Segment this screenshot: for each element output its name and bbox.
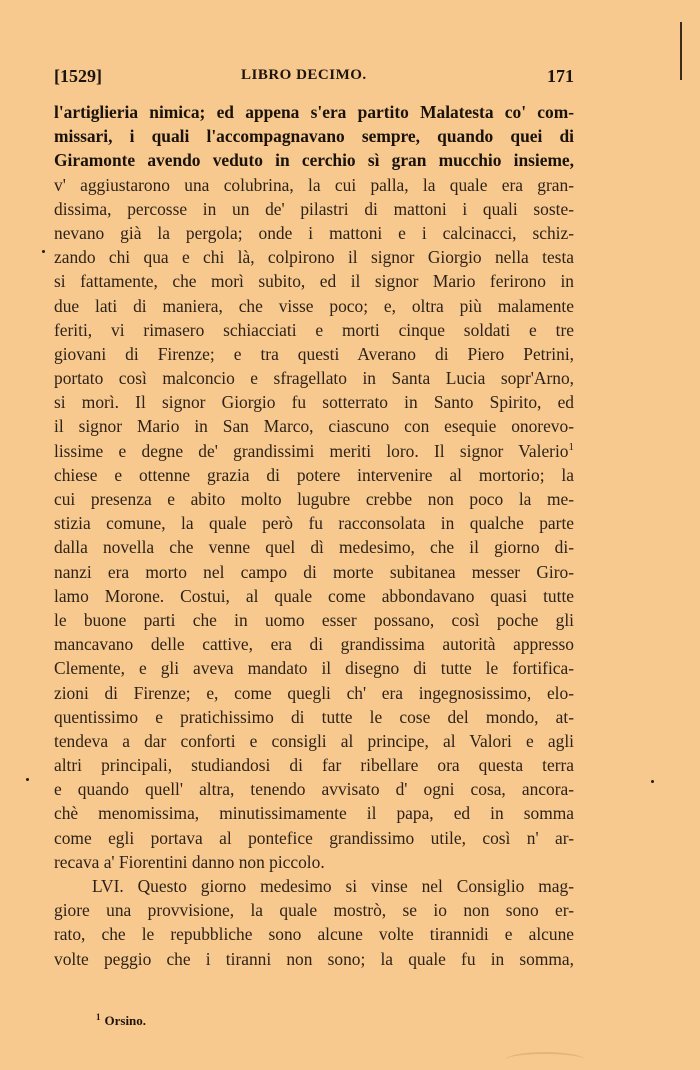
print-speck — [42, 250, 45, 253]
text-line: si fattamente, che morì subito, ed il signor Mario ferirono in — [54, 271, 574, 292]
text-line: mancavano delle cattive, era di grandissima autorità appresso — [54, 634, 574, 655]
text-line: nevano già la pergola; onde i mattoni e i calcinacci, schiz- — [54, 222, 574, 243]
text-line: Giramonte avendo veduto in cerchio sì gran mucchio insieme, — [54, 150, 574, 171]
page-number: 171 — [547, 66, 574, 86]
text-line: rato, che le repubbliche sono alcune volte tirannidi e alcune — [54, 924, 574, 945]
text-line: il signor Mario in San Marco, ciascuno con esequie onorevo- — [54, 416, 574, 437]
body-text — [54, 100, 574, 971]
text-line: quentissimo e pratichissimo di tutte le cose del mondo, at- — [54, 706, 574, 727]
print-speck — [26, 778, 29, 781]
section-start-line: LVI. Questo giorno medesimo si vinse nel Consiglio mag- — [92, 876, 574, 896]
text-line: zando chi qua e chi là, colpirono il signor Giorgio nella testa — [54, 247, 574, 268]
text-line: e quando quell' altra, tenendo avvisato d' ogni cosa, ancora- — [54, 779, 574, 800]
text-line: giore una provvisione, la quale mostrò, se io non sono er- — [54, 900, 574, 921]
text-line: le buone parti che in uomo esser possano, così poche gli — [54, 609, 574, 630]
text-line: tendeva a dar conforti e consigli al principe, al Valori e agli — [54, 730, 574, 751]
footnote-text: Orsino. — [104, 1013, 147, 1028]
text-line-with-footnote — [54, 439, 574, 463]
page-edge-rule — [680, 22, 682, 80]
text-line: dissima, percosse in un de' pilastri di mattoni i quali soste- — [54, 198, 574, 219]
text-line: nanzi era morto nel campo di morte subitanea messer Giro- — [54, 561, 574, 582]
header-year: [1529] — [54, 66, 102, 86]
text-line-content: lissime e degne de' grandissimi meriti loro. Il signor Valerio — [54, 440, 569, 461]
text-line: feriti, vi rimasero schiacciati e morti cinque soldati e tre — [54, 319, 574, 340]
text-line: due lati di maniera, che visse poco; e, oltra più malamente — [54, 295, 574, 316]
footnote — [96, 1013, 146, 1029]
footnote-mark: 1 — [96, 1011, 101, 1022]
text-line: zioni di Firenze; e, come quegli ch' era ingegnosissimo, elo- — [54, 682, 574, 703]
header-title: LIBRO DECIMO. — [241, 67, 367, 83]
text-line: stizia comune, la quale però fu racconsolata in qualche parte — [54, 513, 574, 534]
text-line: l'artiglieria nimica; ed appena s'era partito Malatesta co' com- — [54, 102, 574, 122]
text-line: volte peggio che i tiranni non sono; la quale fu in somma, — [54, 948, 574, 969]
text-line: si morì. Il signor Giorgio fu sotterrato in Santo Spirito, ed — [54, 392, 574, 413]
text-line: Clemente, e gli aveva mandato il disegno di tutte le fortifica- — [54, 658, 574, 679]
text-line: giovani di Firenze; e tra questi Averano di Piero Petrini, — [54, 343, 574, 364]
text-line: chiese e ottenne grazia di potere intervenire al mortorio; la — [54, 464, 574, 485]
text-line: altri principali, studiandosi di far ribellare ora questa terra — [54, 755, 574, 776]
text-line: chè menomissima, minutissimamente il papa, ed in somma — [54, 803, 574, 824]
bottom-smudge — [505, 1052, 585, 1068]
text-line: portato così malconcio e sfragellato in Santa Lucia sopr'Arno, — [54, 368, 574, 389]
text-line: missari, i quali l'accompagnavano sempre, quando quei di — [54, 126, 574, 147]
running-header — [54, 66, 574, 94]
paragraph-end-line: recava a' Fiorentini danno non piccolo. — [54, 851, 325, 872]
print-speck — [651, 780, 654, 783]
footnote-reference: 1 — [568, 440, 574, 453]
text-line: lamo Morone. Costui, al quale come abbondavano quasi tutte — [54, 585, 574, 606]
text-line: v' aggiustarono una colubrina, la cui palla, la quale era gran- — [54, 174, 574, 195]
text-line: dalla novella che venne quel dì medesimo, che il giorno di- — [54, 537, 574, 558]
text-line: cui presenza e abito molto lugubre crebbe non poco la me- — [54, 489, 574, 509]
text-line: come egli portava al pontefice grandissimo utile, così n' ar- — [54, 827, 574, 848]
